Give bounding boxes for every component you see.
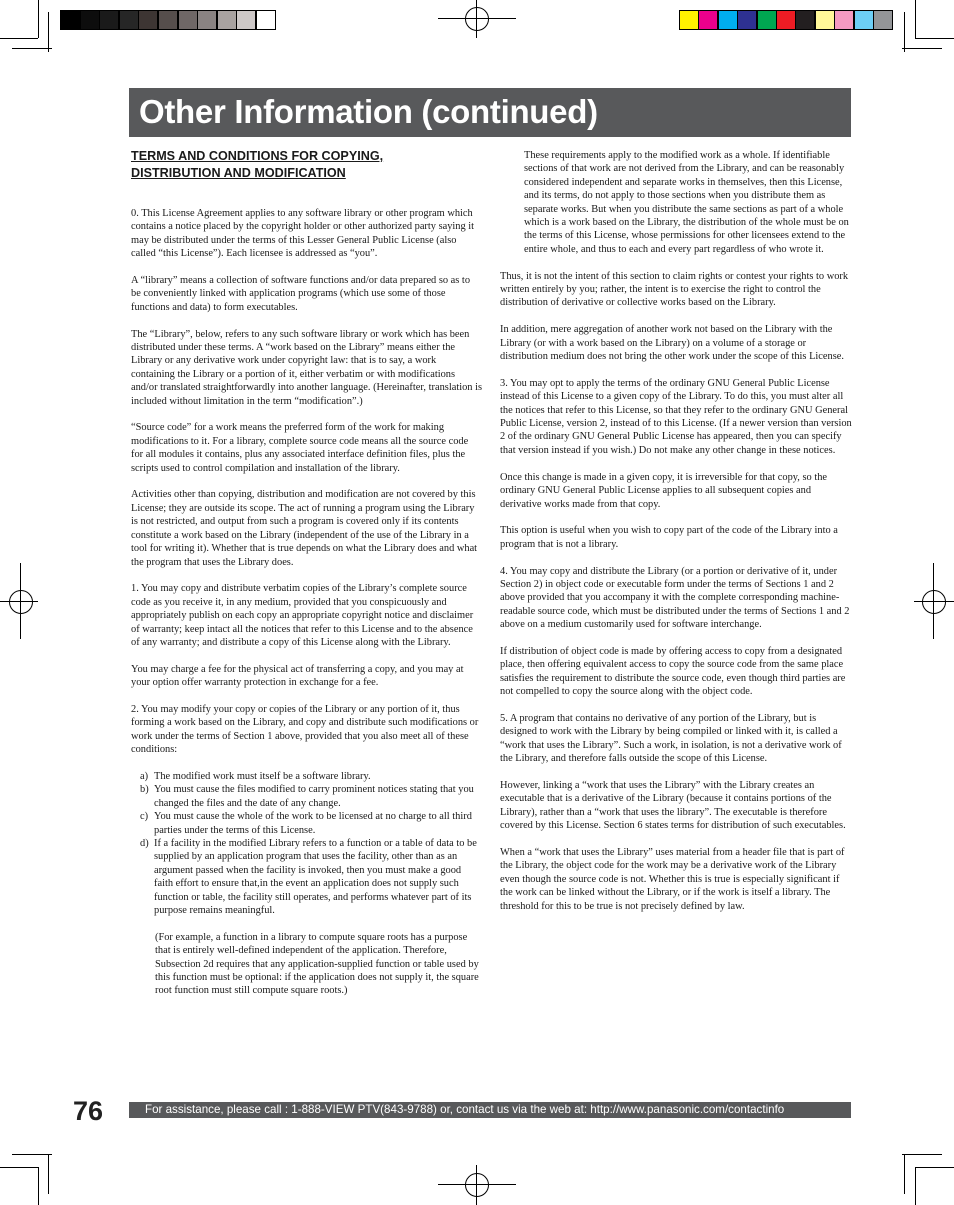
gray-swatch <box>119 10 139 30</box>
crop-mark <box>933 563 934 639</box>
crop-mark <box>904 1154 905 1194</box>
paragraph: (For example, a function in a library to compute square roots has a purpose that is entirely well-defined independent of the application. Therefore, Subsection 2d requires that any application-supplied function or table used by this function must be optional: if the application does not supply it, the square root function must still compute square roots.) <box>155 931 479 997</box>
crop-mark <box>915 0 916 38</box>
color-swatch <box>815 10 835 30</box>
crop-mark <box>38 1167 39 1205</box>
section-heading-line: TERMS AND CONDITIONS FOR COPYING, <box>131 149 384 163</box>
paragraph: However, linking a “work that uses the Library” with the Library creates an executable that is a derivative of the Library (because it contains portions of the Library), rather than a “work that uses the library”. The executable is therefore covered by this License. Section 6 states terms for distribution of such executables. <box>500 779 846 832</box>
page-title: Other Information (continued) <box>139 93 598 130</box>
registration-target-icon <box>922 590 946 614</box>
list-item-label: d) <box>140 837 149 849</box>
crop-mark <box>902 1154 942 1155</box>
crop-mark <box>902 48 942 49</box>
left-column <box>131 148 482 1011</box>
crop-mark <box>48 1154 49 1194</box>
crop-mark <box>904 12 905 52</box>
paragraph: Thus, it is not the intent of this section to claim rights or contest your rights to work written entirely by you; rather, the intent is to exercise the right to control the distribution of derivative or collective works based on the Library. <box>500 270 849 309</box>
list-item-text: The modified work must itself be a software library. <box>154 770 371 782</box>
paragraph: A “library” means a collection of software functions and/or data prepared so as to be conveniently linked with application programs (which use some of those functions and data) to form executables. <box>131 275 471 313</box>
footer-bar <box>129 1102 851 1118</box>
paragraph: These requirements apply to the modified work as a whole. If identifiable sections of that work are not derived from the Library, and can be reasonably considered independent and separate works in themselves, then this License, and its terms, do not apply to those sections when you distribute them as separate works. But when you distribute the same sections as part of a whole which is a work based on the Library, the distribution of the whole must be on the terms of this License, whose permissions for other licensees extend to the entire whole, and thus to each and every part regardless of who wrote it. <box>524 150 849 255</box>
paragraph: If distribution of object code is made by offering access to copy from a designated place, then offering equivalent access to copy the source code from the same place satisfies the requirement to distribute the source code, even though third parties are not compelled to copy the source along with the object code. <box>500 645 846 698</box>
paragraph: “Source code” for a work means the preferred form of the work for making modifications to it. For a library, complete source code means all the source code for all modules it contains, plus any associated interface definition files, plus the scripts used to control compilation and installation of the library. <box>131 422 469 474</box>
right-column <box>500 149 852 926</box>
gray-swatch <box>217 10 237 30</box>
list-item-label: b) <box>140 784 149 796</box>
gray-swatch <box>178 10 198 30</box>
crop-mark <box>438 1184 516 1185</box>
paragraph: In addition, mere aggregation of another work not based on the Library with the Library (or with a work based on the Library) on a volume of a storage or distribution medium does not bring the other work under the scope of this License. <box>500 324 844 363</box>
list-item <box>131 783 482 810</box>
list-item <box>131 810 482 837</box>
color-swatch <box>757 10 777 30</box>
crop-mark <box>914 601 954 602</box>
crop-mark <box>48 12 49 52</box>
color-swatch <box>834 10 854 30</box>
list-item <box>131 837 482 917</box>
gray-swatch <box>80 10 100 30</box>
registration-target-icon <box>465 7 489 31</box>
crop-mark <box>915 38 954 39</box>
list-item-text: You must cause the files modified to carry prominent notices stating that you changed the files and the date of any change. <box>154 784 474 809</box>
gray-swatch <box>99 10 119 30</box>
registration-target-icon <box>9 590 33 614</box>
page-number: 76 <box>73 1096 104 1126</box>
crop-mark <box>438 18 516 19</box>
paragraph: When a “work that uses the Library” uses material from a header file that is part of the Library, the object code for the work may be a derivative work of the Library even though the source code is not. Whether this is true is especially significant if the work can be linked without the Library, or if the work is itself a library. The threshold for this to be true is not precisely defined by law. <box>500 846 845 912</box>
crop-mark <box>915 1167 954 1168</box>
gray-swatch <box>197 10 217 30</box>
color-swatch <box>679 10 699 30</box>
crop-mark <box>12 48 52 49</box>
list-item-label: a) <box>140 770 149 782</box>
crop-mark <box>0 1167 38 1168</box>
gray-swatch <box>138 10 158 30</box>
crop-mark <box>38 0 39 38</box>
list-item-text: If a facility in the modified Library refers to a function or a table of data to be supplied by an application program that uses the facility, other than as an argument passed when the facility is invoked, then you must make a good faith effort to ensure that,in the event an application does not supply such function or table, the facility still operates, and performs whatever part of its purpose remains meaningful. <box>154 837 477 916</box>
paragraph: 2. You may modify your copy or copies of the Library or any portion of it, thus forming a work based on the Library, and copy and distribute such modifications or work under the terms of Section 1 above, provided that you also meet all of these conditions: <box>131 703 479 756</box>
crop-mark <box>0 601 38 602</box>
paragraph: This option is useful when you wish to copy part of the code of the Library into a program that is not a library. <box>500 525 838 550</box>
section-heading <box>131 148 482 182</box>
crop-mark <box>915 1167 916 1205</box>
list-item-text: You must cause the whole of the work to be licensed at no charge to all third parties under the terms of this License. <box>154 811 472 836</box>
title-bar <box>129 88 851 137</box>
paragraph: 0. This License Agreement applies to any software library or other program which contains a notice placed by the copyright holder or other authorized party saying it may be distributed under the terms of this Lesser General Public License (also called “this License”). Each licensee is addressed as “you”. <box>131 208 475 260</box>
crop-mark <box>476 0 477 38</box>
color-swatch <box>737 10 757 30</box>
paragraph: 3. You may opt to apply the terms of the ordinary GNU General Public License instead of this License to a given copy of the Library. To do this, you must alter all the notices that refer to this License, so that they refer to the ordinary GNU General Public License, version 2, instead of to this License. (If a newer version than version 2 of the ordinary GNU General Public License has appeared, then you can specify that version instead if you wish.) Do not make any other change in these notices. <box>500 377 852 456</box>
paragraph: You may charge a fee for the physical act of transferring a copy, and you may at your option offer warranty protection in exchange for a fee. <box>131 663 464 689</box>
paragraph: 1. You may copy and distribute verbatim copies of the Library’s complete source code as you receive it, in any medium, provided that you conspicuously and appropriately publish on each copy an appropriate copyright notice and disclaimer of warranty; keep intact all the notices that refer to this License and to the absence of any warranty; and distribute a copy of this License along with the Library. <box>131 583 474 648</box>
footer-assistance-text: For assistance, please call : 1-888-VIEW PTV(843-9788) or, contact us via the web at: http://www.panasonic.com/contactinfo <box>145 1103 785 1116</box>
gray-swatch <box>158 10 178 30</box>
color-swatch <box>854 10 874 30</box>
color-swatch <box>718 10 738 30</box>
gray-swatch <box>256 10 276 30</box>
section-heading-line: DISTRIBUTION AND MODIFICATION <box>131 166 346 180</box>
paragraph: The “Library”, below, refers to any such software library or work which has been distributed under these terms. A “work based on the Library” means either the Library or any derivative work under copyright law: that is to say, a work containing the Library or a portion of it, either verbatim or with modifications and/or translated straightforwardly into another language. (Hereinafter, translation is included without limitation in the term “modification”.) <box>131 328 483 407</box>
crop-mark <box>0 38 38 39</box>
list-item-label: c) <box>140 811 149 823</box>
crop-mark <box>20 563 21 639</box>
list-item <box>131 770 482 783</box>
paragraph: 4. You may copy and distribute the Library (or a portion or derivative of it, under Section 2) in object code or executable form under the terms of Sections 1 and 2 above provided that you accompany it with the complete corresponding machine-readable source code, which must be distributed under the terms of Sections 1 and 2 above on a medium customarily used for software interchange. <box>500 565 850 631</box>
crop-mark <box>12 1154 52 1155</box>
color-swatch <box>776 10 796 30</box>
color-swatch <box>795 10 815 30</box>
crop-mark <box>476 1165 477 1205</box>
paragraph: Once this change is made in a given copy, it is irreversible for that copy, so the ordinary GNU General Public License applies to all subsequent copies and derivative works made from that copy. <box>500 471 828 510</box>
paragraph: 5. A program that contains no derivative of any portion of the Library, but is designed to work with the Library by being compiled or linked with it, is called a “work that uses the Library”. Such a work, in isolation, is not a derivative work of the Library, and therefore falls outside the scope of this License. <box>500 712 842 765</box>
paragraph: Activities other than copying, distribution and modification are not covered by this License; they are outside its scope. The act of running a program using the Library is not restricted, and output from such a program is covered only if its contents constitute a work based on the Library (independent of the use of the Library in a tool for writing it). Whether that is true depends on what the Library does and what the program that uses the Library does. <box>131 489 478 568</box>
gray-swatch <box>236 10 256 30</box>
conditions-list <box>131 770 482 917</box>
color-swatch <box>698 10 718 30</box>
gray-swatch <box>60 10 80 30</box>
color-swatch <box>873 10 893 30</box>
registration-target-icon <box>465 1173 489 1197</box>
